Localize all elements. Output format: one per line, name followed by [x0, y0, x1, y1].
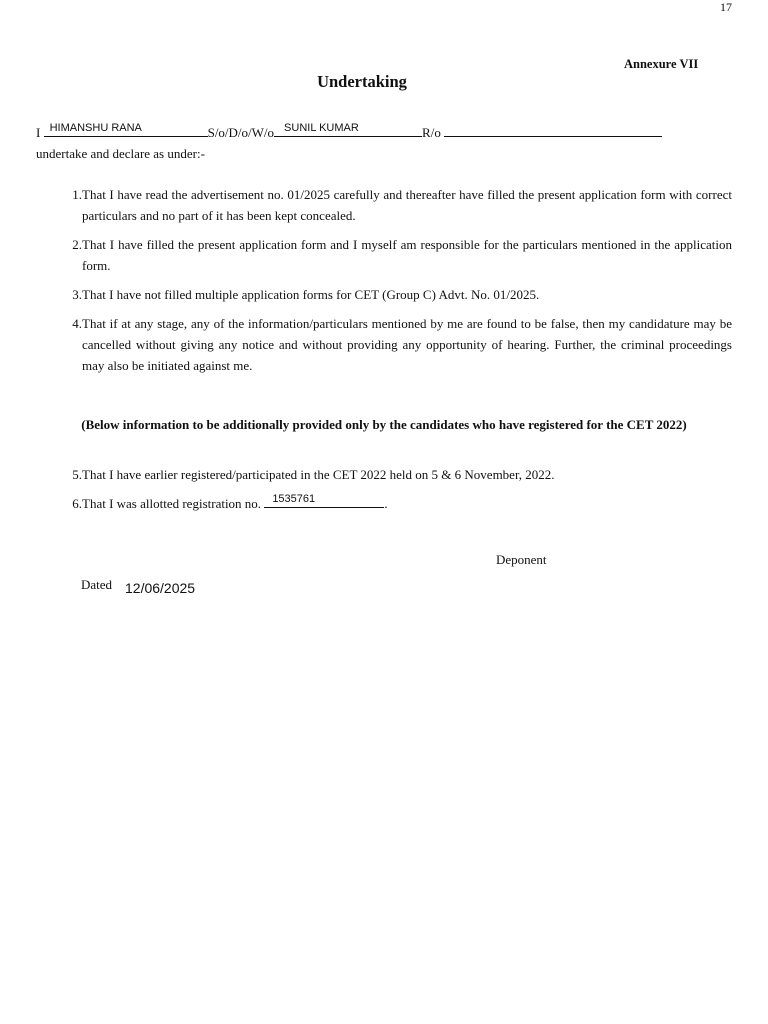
residence-label: R/o	[422, 125, 441, 140]
list-item	[36, 313, 732, 376]
page-number: 17	[720, 0, 732, 14]
point-number: 2.	[72, 237, 82, 252]
list-item	[36, 493, 732, 514]
document-title: Undertaking	[317, 72, 407, 91]
additional-info-note: (Below information to be additionally provided only by the candidates who have registered for the CET 2022)	[81, 417, 687, 432]
registration-number: 1535761	[272, 493, 316, 505]
point-text: That I have read the advertisement no. 01/2025 carefully and thereafter have filled the present application form with correct particulars and no part of it has been kept concealed.	[82, 187, 732, 223]
registration-end: .	[384, 496, 388, 511]
list-item	[36, 184, 732, 226]
list-item	[36, 464, 732, 485]
declaration-continuation: undertake and declare as under:-	[36, 146, 205, 161]
point-number: 4.	[72, 316, 82, 331]
parent-name-value: SUNIL KUMAR	[284, 122, 359, 134]
dated-value: 12/06/2025	[125, 580, 196, 596]
dated-label: Dated	[81, 577, 113, 592]
parent-name-field	[274, 123, 422, 137]
registration-field	[264, 494, 384, 508]
registration-text: That I was allotted registration no.	[82, 496, 262, 511]
declaration-line	[36, 122, 736, 143]
point-number: 5.	[72, 467, 82, 482]
name-value: HIMANSHU RANA	[49, 122, 142, 134]
list-item	[36, 284, 732, 305]
deponent-label: Deponent	[496, 552, 547, 567]
additional-points	[36, 464, 732, 522]
name-field	[44, 123, 208, 137]
point-text: That if at any stage, any of the information/particulars mentioned by me are found to be false, then my candidature may be cancelled without giving any notice and without providing any opportunity of hearing. Further, the criminal proceedings may also be initiated against me.	[82, 316, 732, 373]
relation-label: S/o/D/o/W/o	[207, 125, 275, 140]
annexure-label: Annexure VII	[624, 57, 699, 71]
list-item	[36, 234, 732, 276]
declaration-paragraph	[36, 122, 736, 164]
point-text	[82, 493, 732, 514]
undertaking-points	[36, 184, 732, 384]
point-number: 3.	[72, 287, 82, 302]
point-text: That I have filled the present application form and I myself am responsible for the particulars mentioned in the application form.	[82, 237, 732, 273]
residence-field	[444, 123, 662, 137]
point-number: 1.	[72, 187, 82, 202]
point-text: That I have earlier registered/participated in the CET 2022 held on 5 & 6 November, 2022.	[82, 467, 555, 482]
point-number: 6.	[72, 496, 82, 511]
point-text: That I have not filled multiple application forms for CET (Group C) Advt. No. 01/2025.	[82, 287, 540, 302]
declaration-prefix: I	[36, 125, 41, 140]
